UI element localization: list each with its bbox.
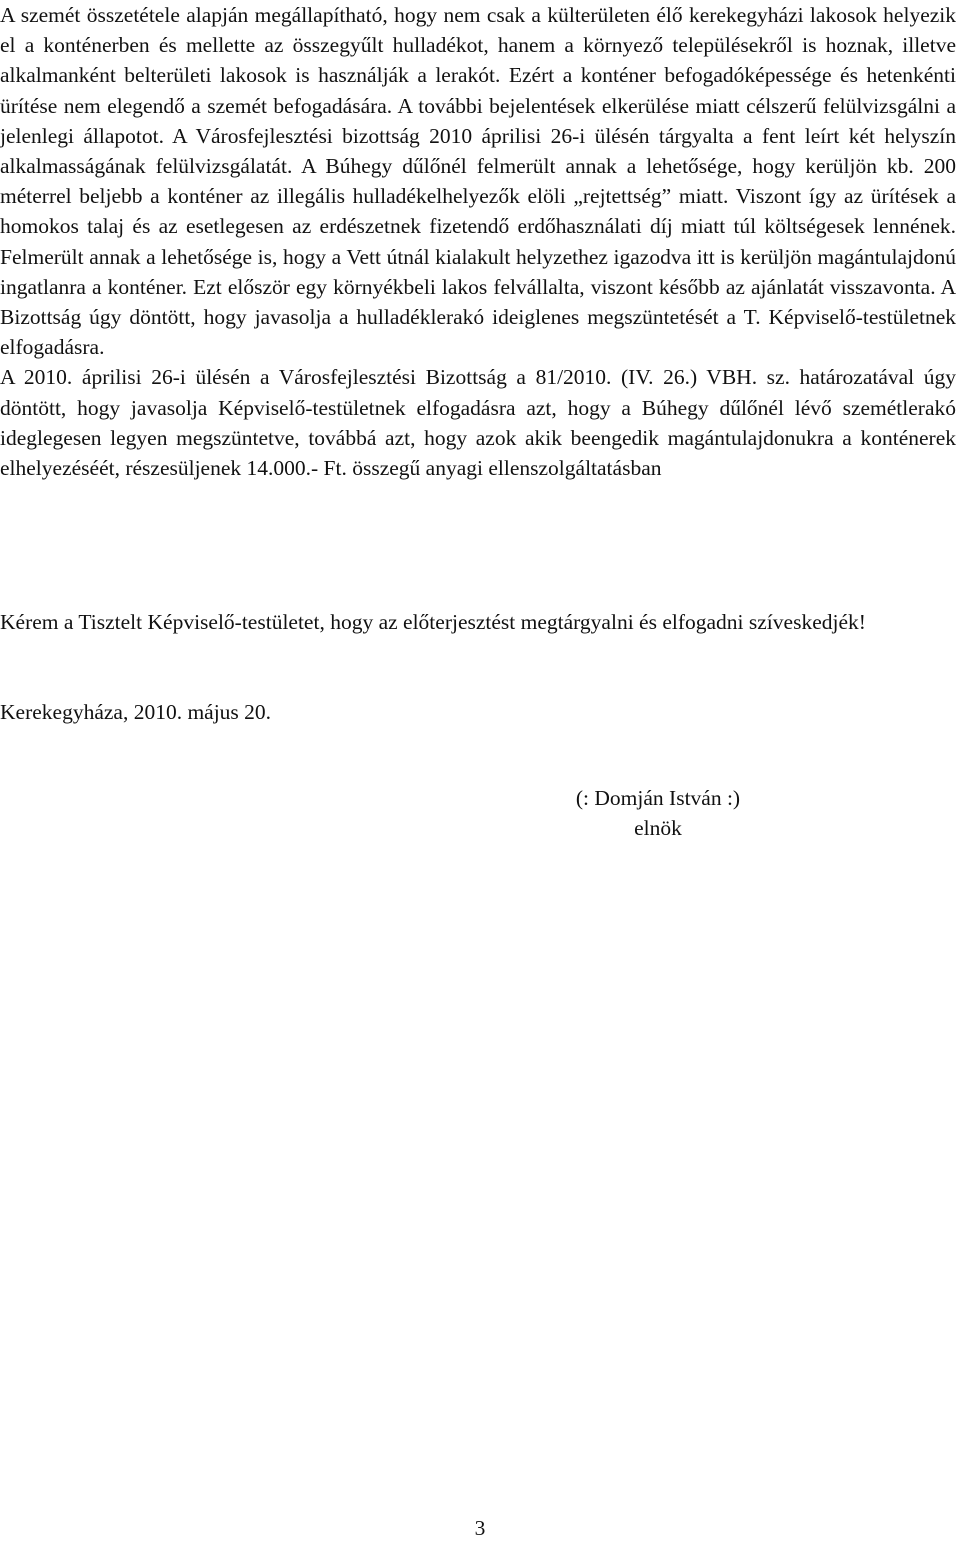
signature-title: elnök — [634, 816, 682, 840]
document-body — [0, 0, 956, 483]
request-text: Kérem a Tisztelt Képviselő-testületet, hogy az előterjesztést megtárgyalni és elfogadni szíveskedjék! — [0, 610, 866, 634]
signature-name: (: Domján István :) — [575, 786, 741, 810]
signature-block — [548, 783, 768, 843]
place-date: Kerekegyháza, 2010. május 20. — [0, 700, 272, 724]
page-number: 3 — [474, 1516, 486, 1540]
paragraph-1: A szemét összetétele alapján megállapítható, hogy nem csak a külterületen élő kerekegyházi lakosok helyezik el a konténerben és mellette az összegyűlt hulladékot, hanem a környező településekről is hoznak, illetve alkalmanként belterületi lakosok is használják a lerakót. Ezért a konténer befogadóképessége és hetenkénti ürítése nem elegendő a szemét befogadására. A további bejelentések elkerülése miatt célszerű felülvizsgálni a jelenlegi állapotot. A Városfejlesztési bizottság 2010 áprilisi 26-i ülésén tárgyalta a fent leírt két helyszín alkalmasságának felülvizsgálatát. A Búhegy dűlőnél felmerült annak a lehetősége, hogy kerüljön kb. 200 méterrel beljebb a konténer az illegális hulladékelhelyezők elöli „rejtettség” miatt. Viszont így az ürítések a homokos talaj és az esetlegesen az erdészetnek fizetendő erdőhasználati díj miatt túl költségesek lennének. Felmerült annak a lehetősége is, hogy a Vett útnál kialakult helyzethez igazodva itt is kerüljön magántulajdonú ingatlanra a konténer. Ezt először egy környékbeli lakos felvállalta, viszont később az ajánlatát visszavonta. A Bizottság úgy döntött, hogy javasolja a hulladéklerakó ideiglenes megszüntetését a T. Képviselő-testületnek elfogadásra. — [0, 3, 956, 360]
paragraph-2: A 2010. áprilisi 26-i ülésén a Városfejlesztési Bizottság a 81/2010. (IV. 26.) VBH. sz. határozatával úgy döntött, hogy javasolja Képviselő-testületnek elfogadásra azt, hogy a Búhegy dűlőnél lévő szemétlerakó ideglegesen legyen megszüntetve, továbbá azt, hogy azok akik beengedik magántulajdonukra a konténerek elhelyezéséét, részesüljenek 14.000.- Ft. összegű anyagi ellenszolgáltatásban — [0, 365, 956, 481]
